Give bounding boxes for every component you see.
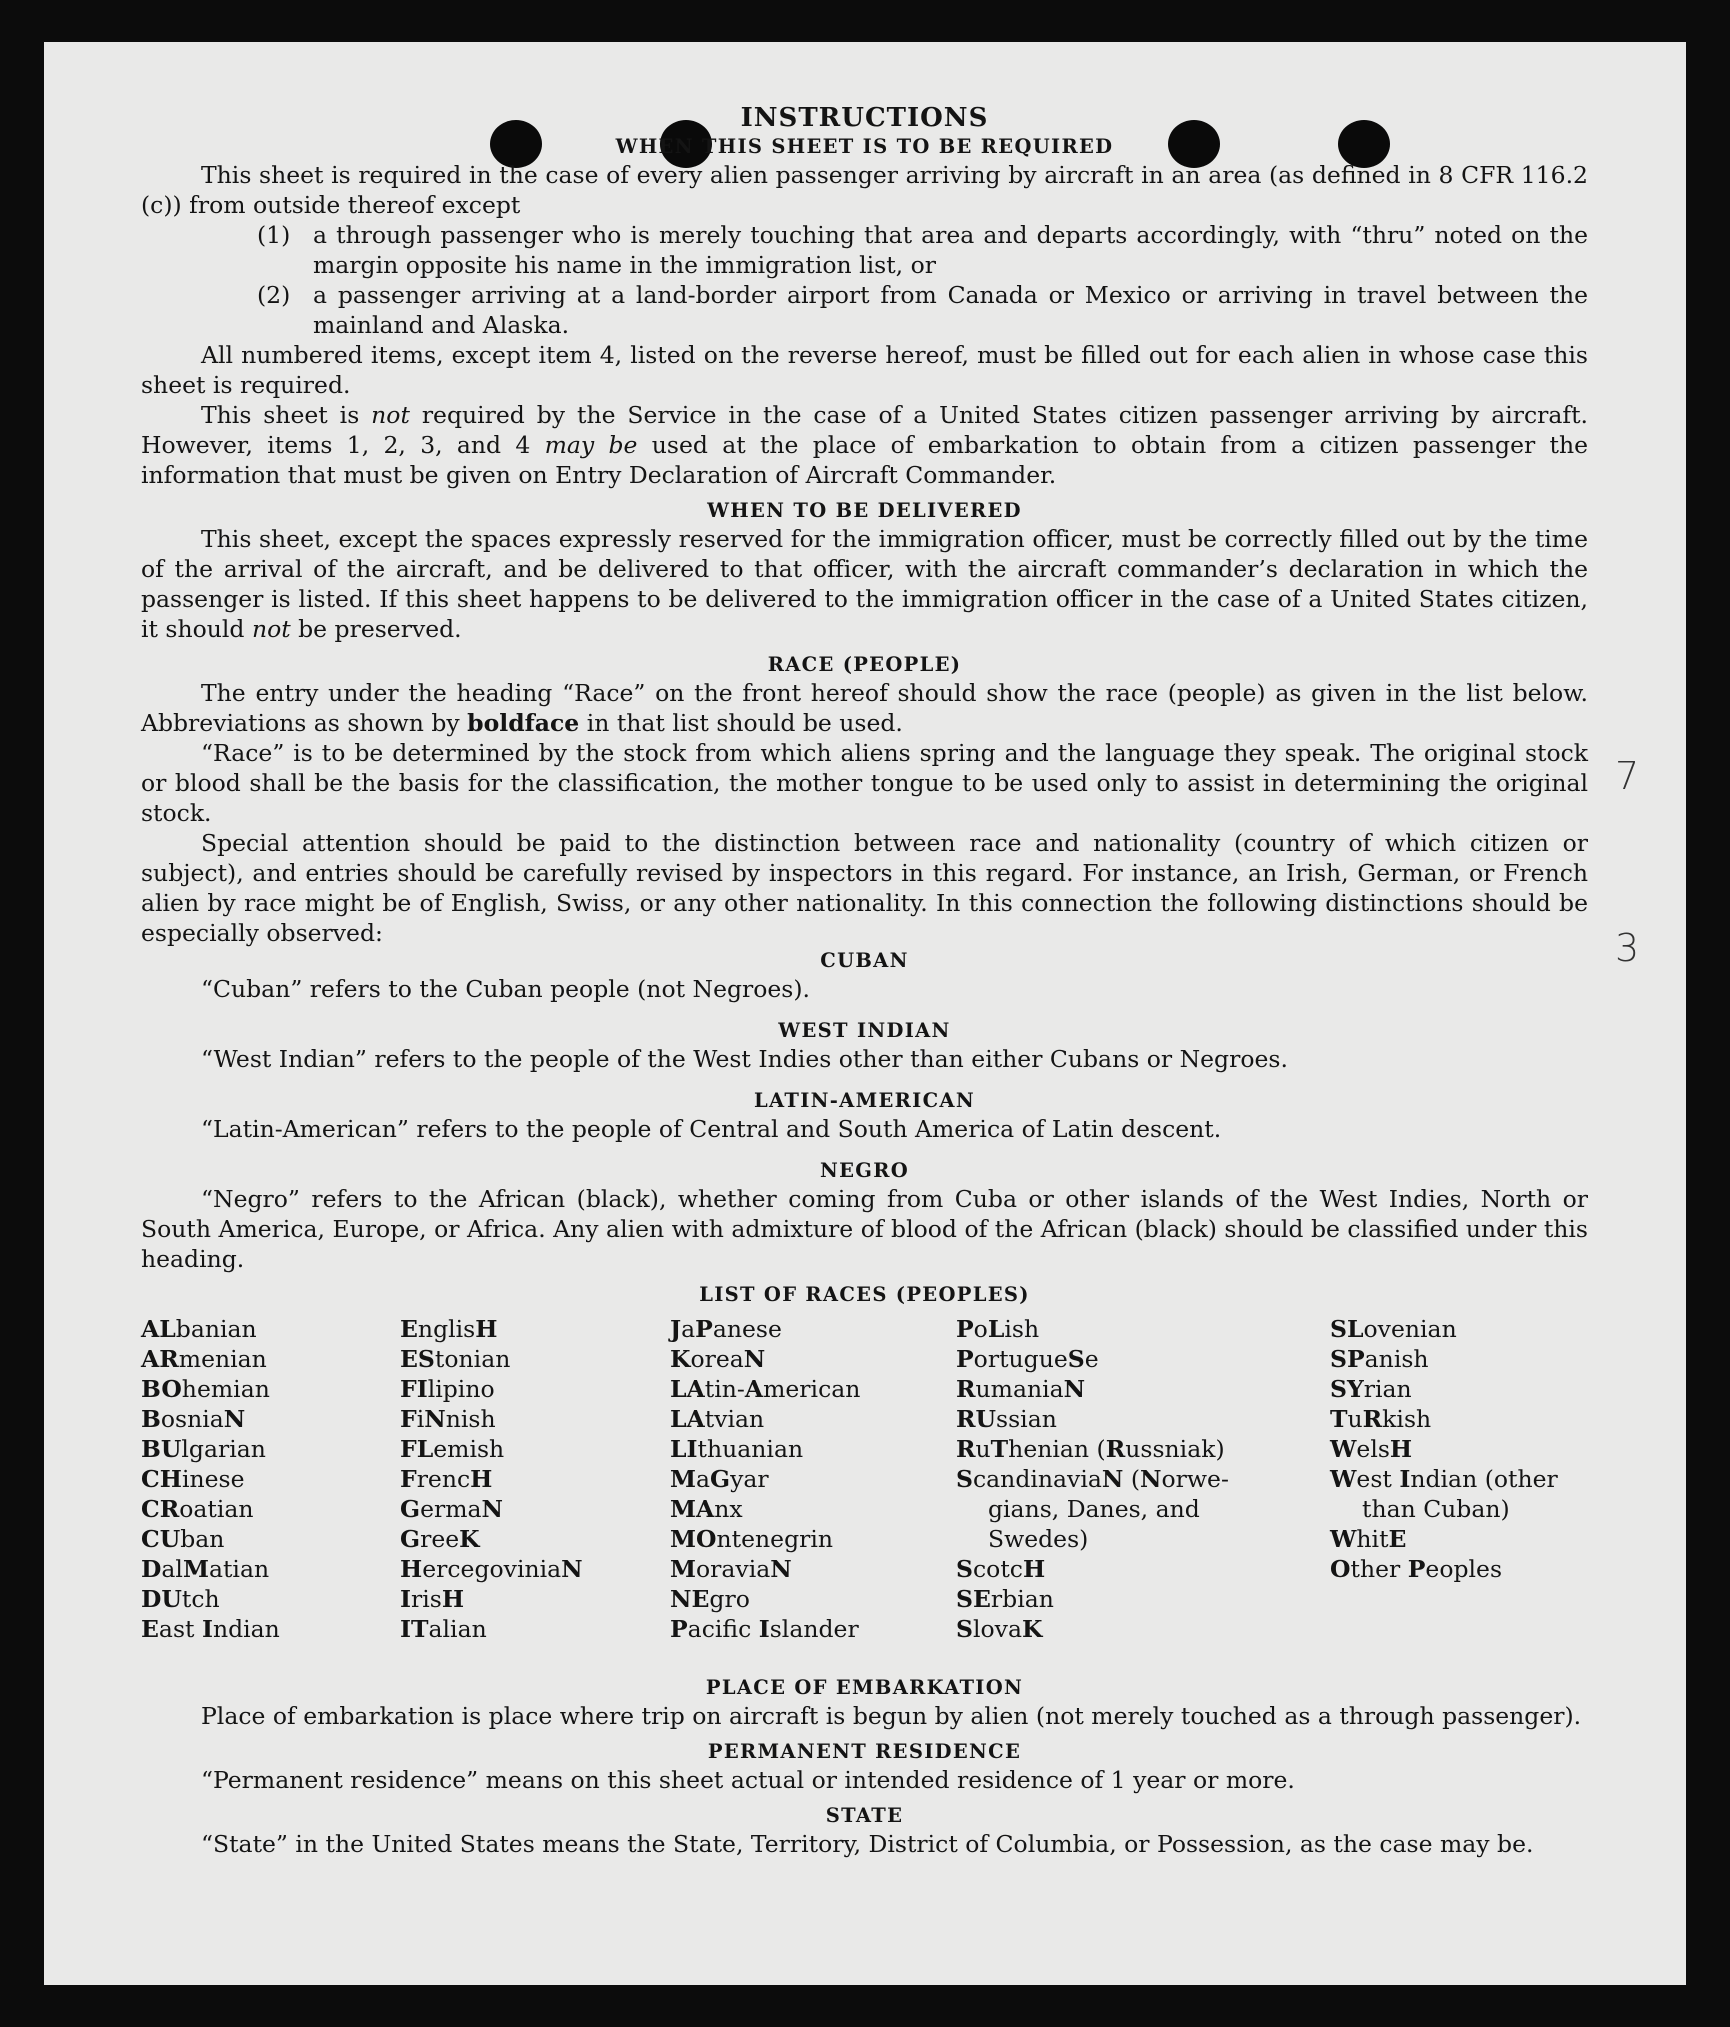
race-entry: SlovaK: [956, 1615, 1043, 1643]
paragraph: Place of embarkation is place where trip on aircraft is begun by alien (not merely touched as a through passenger).: [201, 1702, 1582, 1730]
race-entry: FiNnish: [400, 1405, 496, 1433]
race-entry: GreeK: [400, 1525, 480, 1553]
race-list: [141, 1314, 1588, 1667]
race-entry: ARmenian: [141, 1345, 267, 1373]
document-title: INSTRUCTIONS: [740, 103, 989, 133]
race-entry: CHinese: [141, 1465, 245, 1493]
section-heading: WHEN TO BE DELIVERED: [707, 499, 1022, 522]
paragraph: This sheet is required in the case of every alien passenger arriving by aircraft in an area (as defined in 8 CFR 116.2 (c)) from outside thereof except: [141, 161, 1588, 219]
race-entry: LAtvian: [670, 1405, 765, 1433]
race-entry: ScandinaviaN (Norwe-: [956, 1465, 1229, 1493]
paragraph: “West Indian” refers to the people of the West Indies other than either Cubans or Negroes.: [201, 1045, 1288, 1073]
race-entry: WelsH: [1330, 1435, 1413, 1463]
race-entry: ITalian: [400, 1615, 487, 1643]
item-number: (2): [257, 281, 291, 309]
race-entry: NEgro: [670, 1585, 750, 1613]
list-item: [257, 280, 1588, 340]
race-entry: SYrian: [1330, 1375, 1412, 1403]
section-heading: PERMANENT RESIDENCE: [707, 1740, 1022, 1763]
race-entry-continued: Swedes): [988, 1525, 1089, 1553]
race-entry: FrencH: [400, 1465, 493, 1493]
race-column: [670, 1314, 860, 1644]
section-heading: RACE (PEOPLE): [767, 653, 962, 676]
race-entry: PortugueSe: [956, 1345, 1099, 1373]
paragraph: The entry under the heading “Race” on the front hereof should show the race (people) as given in the list below. Abbreviations as shown by boldface in that list should be used.: [141, 679, 1588, 737]
paragraph: “Latin-American” refers to the people of Central and South America of Latin descent.: [201, 1115, 1222, 1143]
paragraph: “State” in the United States means the State, Territory, District of Columbia, or Possession, as the case may be.: [201, 1830, 1534, 1858]
paragraph: This sheet is not required by the Service in the case of a United States citizen passenger arriving by aircraft. However, items 1, 2, 3, and 4 may be used at the place of embarkation to obtain from a citizen passenger the information that must be given on Entry Declaration of Aircraft Commander.: [141, 401, 1589, 489]
race-column: [400, 1314, 583, 1644]
race-entry: HercegoviniaN: [400, 1555, 583, 1583]
section-heading: LIST OF RACES (PEOPLES): [699, 1283, 1030, 1306]
race-entry: FLemish: [400, 1435, 505, 1463]
handwritten-mark: 7: [1615, 754, 1640, 798]
race-column: [141, 1314, 280, 1644]
race-entry: MAnx: [670, 1495, 743, 1523]
race-entry: BUlgarian: [141, 1435, 266, 1463]
race-entry: RumaniaN: [956, 1375, 1086, 1403]
item-number: (1): [257, 221, 291, 249]
race-entry: ScotcH: [956, 1555, 1046, 1583]
race-entry: FIlipino: [400, 1375, 495, 1403]
race-entry: GermaN: [400, 1495, 504, 1523]
race-entry: East Indian: [141, 1615, 280, 1643]
race-entry: IrisH: [400, 1585, 465, 1613]
race-entry-continued: than Cuban): [1362, 1495, 1510, 1523]
paragraph: This sheet, except the spaces expressly reserved for the immigration officer, must be correctly filled out by the time of the arrival of the aircraft, and be delivered to that officer, with the aircraft commander’s declaration in which the passenger is listed. If this sheet happens to be delivered to the immigration officer in the case of a United States citizen, it should not be preserved.: [141, 525, 1588, 643]
race-entry: SErbian: [956, 1585, 1054, 1613]
race-entry: TuRkish: [1330, 1405, 1432, 1433]
race-entry: CRoatian: [141, 1495, 254, 1523]
race-entry: MOntenegrin: [670, 1525, 834, 1553]
section-heading: WEST INDIAN: [778, 1019, 951, 1042]
paragraph: “Cuban” refers to the Cuban people (not Negroes).: [201, 975, 811, 1003]
race-entry: PoLish: [956, 1315, 1040, 1343]
race-entry: EStonian: [400, 1345, 511, 1373]
race-column: [956, 1314, 1256, 1644]
paragraph: Special attention should be paid to the distinction between race and nationality (country of which citizen or subject), and entries should be carefully revised by inspectors in this regard. For instance, an Irish, German, or French alien by race might be of English, Swiss, or any other nationality. In this connection the following distinctions should be especially observed:: [141, 829, 1588, 947]
item-text: a through passenger who is merely touching that area and departs accordingly, with “thru” noted on the margin opposite his name in the immigration list, or: [313, 221, 1588, 279]
race-entry: West Indian (other: [1330, 1465, 1558, 1493]
race-entry: MoraviaN: [670, 1555, 792, 1583]
paragraph: All numbered items, except item 4, listed on the reverse hereof, must be filled out for each alien in whose case this sheet is required.: [141, 341, 1588, 399]
race-entry-continued: gians, Danes, and: [988, 1495, 1200, 1523]
section-heading: LATIN-AMERICAN: [754, 1089, 975, 1112]
race-entry: LAtin-American: [670, 1375, 861, 1403]
race-entry: SPanish: [1330, 1345, 1429, 1373]
race-entry: CUban: [141, 1525, 225, 1553]
race-entry: KoreaN: [670, 1345, 766, 1373]
race-entry: ALbanian: [141, 1315, 257, 1343]
section-heading: STATE: [825, 1804, 904, 1827]
race-column: [1330, 1314, 1592, 1584]
race-entry: LIthuanian: [670, 1435, 804, 1463]
race-entry: RuThenian (Russniak): [956, 1435, 1225, 1463]
race-entry: JaPanese: [670, 1315, 782, 1343]
race-entry: DUtch: [141, 1585, 220, 1613]
section-heading: NEGRO: [819, 1159, 910, 1182]
race-entry: BOhemian: [141, 1375, 270, 1403]
document-content: [141, 102, 1588, 1859]
race-entry: MaGyar: [670, 1465, 769, 1493]
section-heading: CUBAN: [820, 949, 909, 972]
list-item: [257, 220, 1588, 280]
race-entry: WhitE: [1330, 1525, 1407, 1553]
race-entry: Pacifc Islander: [670, 1615, 859, 1643]
race-entry: EnglisH: [400, 1315, 498, 1343]
race-entry: RUssian: [956, 1405, 1057, 1433]
race-entry: DalMatian: [141, 1555, 270, 1583]
item-text: a passenger arriving at a land-border airport from Canada or Mexico or arriving in travel between the mainland and Alaska.: [313, 281, 1588, 339]
race-entry: BosniaN: [141, 1405, 246, 1433]
paragraph: “Permanent residence” means on this sheet actual or intended residence of 1 year or more.: [201, 1766, 1295, 1794]
section-heading: WHEN THIS SHEET IS TO BE REQUIRED: [615, 135, 1114, 158]
paragraph: “Race” is to be determined by the stock from which aliens spring and the language they speak. The original stock or blood shall be the basis for the classification, the mother tongue to be used only to assist in determining the original stock.: [141, 739, 1588, 827]
section-heading: PLACE OF EMBARKATION: [705, 1676, 1024, 1699]
handwritten-mark: 3: [1615, 926, 1640, 970]
race-entry: Other Peoples: [1330, 1555, 1503, 1583]
paragraph: “Negro” refers to the African (black), whether coming from Cuba or other islands of the West Indies, North or South America, Europe, or Africa. Any alien with admixture of blood of the African (black) should be classified under this heading.: [141, 1185, 1588, 1273]
race-entry: SLovenian: [1330, 1315, 1457, 1343]
